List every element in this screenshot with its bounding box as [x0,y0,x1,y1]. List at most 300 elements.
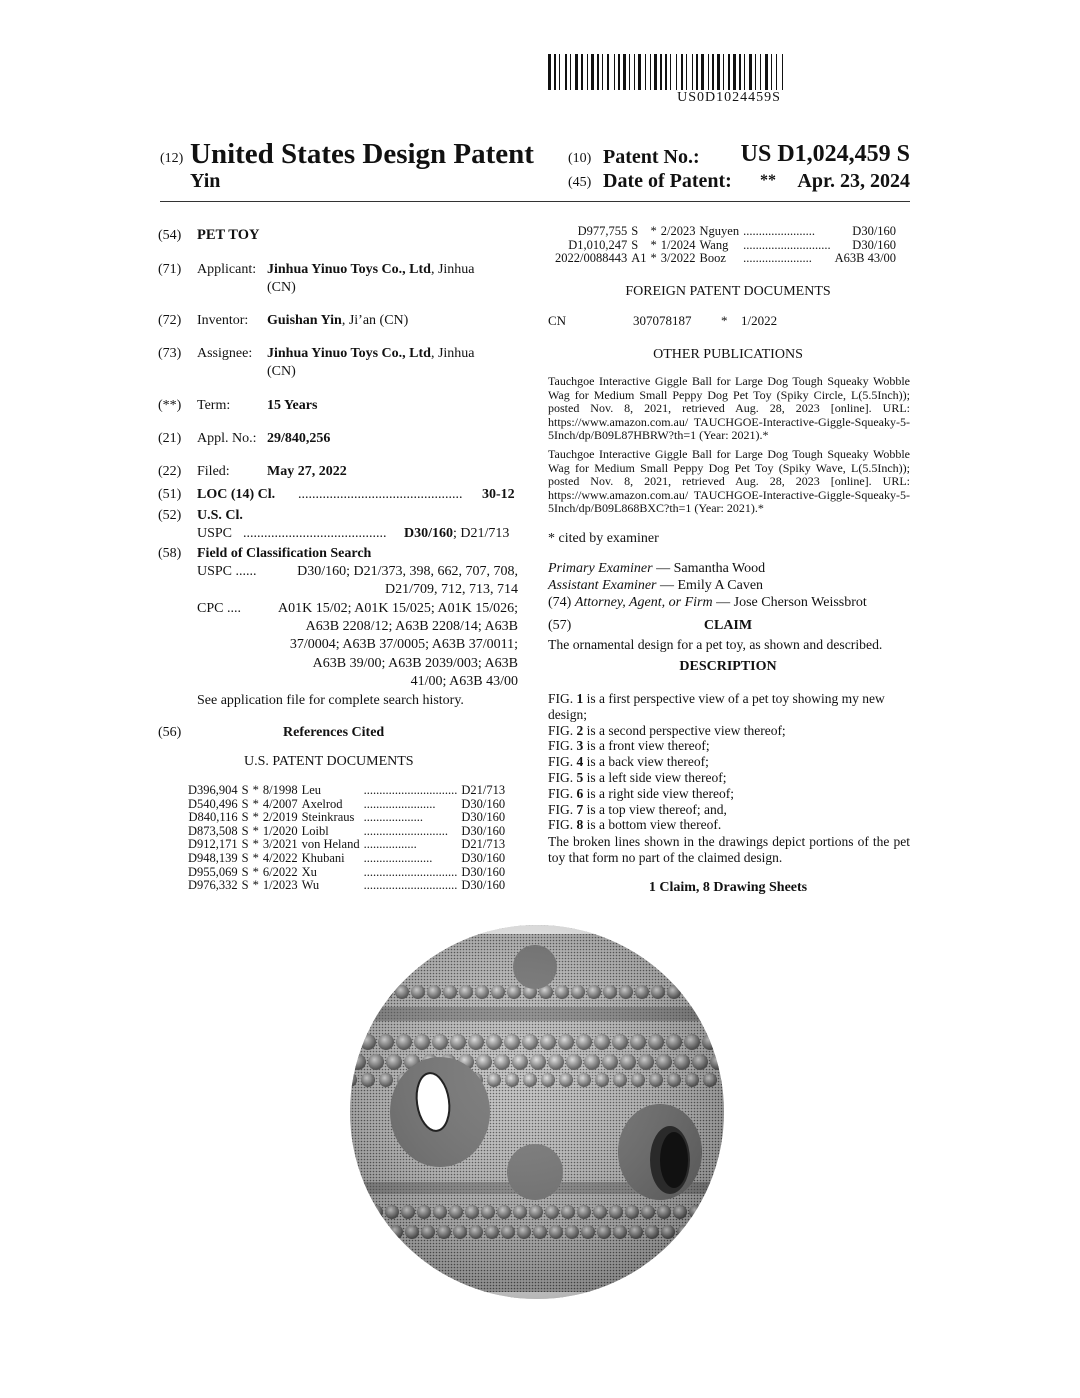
barcode-bar [755,54,756,90]
fcs-cpc-line4: A63B 39/00; A63B 2039/003; A63B [312,656,518,671]
barcode-bar [742,54,743,90]
barcode-bar [762,54,764,90]
foreign-country: CN [548,313,567,328]
barcode-number: US0D1024459S [677,90,781,105]
barcode-bar [665,54,667,90]
barcode-bar [597,54,599,90]
ref-class: D30/160 [461,796,506,811]
fcs-cpc-line5: 41/00; A63B 43/00 [410,674,518,689]
ref-row [186,811,507,825]
ref-number: D976,332 [188,878,238,893]
barcode-bar [629,54,630,90]
fcs-uspc-line2: D21/709, 712, 713, 714 [385,582,518,597]
barcode-bar [600,54,601,90]
ref-number: D396,904 [188,783,238,797]
barcode-bar [733,54,736,90]
ref-number: D540,496 [188,796,238,811]
barcode-bar [647,54,649,90]
fig-text: is a top view thereof; and, [583,801,727,817]
us-refs-table-wrap [186,784,507,893]
toy-bump [693,1225,707,1239]
ref-leader: ...................... [363,851,433,865]
barcode-bar [684,54,685,90]
barcode-bar [696,54,698,90]
barcode-bar [634,54,635,90]
ref-date: 3/2021 [262,837,298,852]
uspc-label: USPC [197,526,233,541]
barcode-bar [658,54,659,90]
broken-lines-note: The broken lines shown in the drawings depict portions of the pet toy that form no part of the claimed design. [548,834,910,865]
ref-row [186,852,507,866]
other-pub-2: Tauchgoe Interactive Giggle Ball for Large Dog Tough Squeaky Wobble Wag for Medium Small Peppy Dog Pet Toy (Spiky Wave, L(5.5Inch)); posted Nov. 8, 2021, retrieved Aug. 28, 2023 [online]. URL: https://www.amazon.com.au/ TAUCHGOE-Interactive-Giggle-Squeaky-5-5Inch/dp/B09L868BXC?th=1 (Year: 2021).* [548,447,910,515]
fig-text: is a left side view thereof; [583,769,727,785]
fcs-code: (58) [158,546,182,561]
foreign-star: * [721,313,728,328]
toy-bump [721,1073,735,1087]
fcs-uspc-line1: D30/160; D21/373, 398, 662, 707, 708, [297,564,518,579]
patent-date: Apr. 23, 2024 [797,170,910,192]
ref-star: * [650,224,657,238]
date-code: (45) [568,175,592,190]
barcode-bar [728,54,730,90]
patent-no-label: Patent No.: [603,146,700,168]
term-code: (**) [158,398,182,413]
ref-name: Leu [301,783,322,797]
ref-class: D21/713 [461,837,506,852]
barcode-bar [753,54,754,90]
ref-name: Khubani [301,850,345,865]
ref-leader: ........................... [363,824,448,838]
barcode-bar [607,54,609,90]
figure-description [548,817,910,833]
applicant-name: Jinhua Yinuo Toys Co., Ltd [267,262,431,277]
uscl-code: (52) [158,508,182,523]
barcode-bar [717,54,720,90]
barcode-bar [565,54,567,90]
ref-date: 1/2024 [660,237,696,252]
barcode-bar [552,54,553,90]
refs-code: (56) [158,725,182,740]
foreign-number: 307078187 [633,313,692,328]
other-pubs-heading: OTHER PUBLICATIONS [653,347,803,362]
inventor-surname: Yin [190,170,221,192]
foreign-docs-heading: FOREIGN PATENT DOCUMENTS [625,284,831,299]
fig-prefix: FIG. [548,769,577,785]
ref-star: * [252,810,259,825]
us-refs-cont-wrap [553,225,898,266]
ref-row [186,838,507,852]
barcode-bar [591,54,594,90]
fig-text: is a second perspective view thereof; [583,722,786,738]
ref-class: D30/160 [461,864,506,879]
ref-date: 1/2020 [262,823,298,838]
barcode-bar [663,54,664,90]
ref-number: 2022/0088443 [555,251,628,266]
applicant-location: , Jinhua [430,262,475,277]
barcode-bar [708,54,709,90]
ref-kind: S [631,224,639,238]
barcode-bar [692,54,693,90]
barcode-bar [548,54,551,90]
assignee-value [267,346,475,362]
ref-star: * [252,864,259,879]
appl-code: (21) [158,431,182,446]
ref-number: D977,755 [577,224,628,238]
toy-bump [705,1205,719,1219]
barcode-bar [584,54,586,90]
ref-leader: ....................... [363,797,436,811]
ref-date: 6/2022 [262,864,298,879]
ref-leader: ............................ [743,238,831,252]
ref-name: Steinkraus [301,810,355,825]
barcode-bar [678,54,680,90]
assignee-name: Jinhua Yinuo Toys Co., Ltd [267,346,431,361]
barcode-bar [642,54,644,90]
ref-class: D30/160 [461,823,506,838]
inventor-value [267,313,408,329]
fig-number: 5 [576,769,584,785]
fig-prefix: FIG. [548,722,577,738]
term-value: 15 Years [267,398,318,413]
inventor-name: Guishan Yin [267,313,342,328]
ref-date: 4/2022 [262,850,298,865]
other-pub-1: Tauchgoe Interactive Giggle Ball for Large Dog Tough Squeaky Wobble Wag for Medium Small Peppy Dog Pet Toy (Spiky Circle, L(5.5Inch)); posted Nov. 8, 2021, retrieved Aug. 28, 2023 [online]. URL: https://www.amazon.com.au/ TAUCHGOE-Interactive-Giggle-Squeaky-5-5Inch/dp/B09L87HBRW?th=1 (Year: 2021).* [548,374,910,442]
barcode-bar [676,54,677,90]
patent-no-code: (10) [568,151,592,166]
barcode-bar [688,54,691,90]
fcs-label: Field of Classification Search [197,546,372,561]
barcode-bar [668,54,669,90]
fig-number: 7 [576,801,584,817]
primary-examiner-name: — Samantha Wood [656,561,766,576]
barcode-bar [672,54,675,90]
pet-toy-drawing [330,912,750,1312]
barcode-bar [784,54,786,90]
barcode-bar [561,54,564,90]
header-rule [160,201,910,202]
barcode-bar [572,54,574,90]
figure-description [548,723,910,739]
loc-value: 30-12 [482,487,515,502]
ref-kind: S [241,796,249,811]
ref-class: D21/713 [461,783,506,797]
ref-kind: S [241,837,249,852]
figure-description [548,754,910,770]
ref-date: 2/2019 [262,810,298,825]
barcode-bar [650,54,651,90]
barcode-bar [715,54,716,90]
fig-text: is a back view thereof; [583,754,709,770]
toy-bump [353,1205,367,1219]
fig-prefix: FIG. [548,691,577,706]
barcode-bar [670,54,671,90]
ref-class: D30/160 [461,878,506,893]
assignee-location: , Jinhua [430,346,475,361]
barcode-bar [589,54,590,90]
applicant-value [267,262,475,278]
barcode-bar [723,54,724,90]
applicant-code: (71) [158,262,182,277]
loc-label: LOC (14) Cl. [197,487,276,502]
attorney-label: Attorney, Agent, or Firm [574,595,713,610]
fig-prefix: FIG. [548,785,577,801]
filed-label: Filed: [197,464,230,479]
ref-name: Wang [699,237,729,252]
loc-code: (51) [158,487,182,502]
figure-description [548,770,910,786]
ref-class: D30/160 [852,237,897,252]
barcode [548,54,910,90]
barcode-bar [705,54,707,90]
ref-number: D840,116 [188,810,238,825]
ref-leader: ...................... [743,252,812,266]
barcode-bar [570,54,571,90]
ref-row [186,798,507,812]
applicant-label: Applicant: [197,262,257,277]
ref-name: von Heland [301,837,360,852]
filed-date: May 27, 2022 [267,464,347,479]
barcode-bar [710,54,711,90]
barcode-bar [627,54,628,90]
fig-prefix: FIG. [548,801,577,817]
inventor-code: (72) [158,313,182,328]
ref-date: 3/2022 [660,251,696,266]
figure-description [548,802,910,818]
barcode-bar [652,54,653,90]
ref-class: D30/160 [461,810,506,825]
barcode-bar [559,54,560,90]
ref-class: A63B 43/00 [834,251,897,266]
us-docs-heading: U.S. PATENT DOCUMENTS [244,754,414,769]
barcode-bar [699,54,700,90]
ref-date: 4/2007 [262,796,298,811]
ref-row [186,866,507,880]
ref-row [186,784,507,798]
refs-heading: References Cited [283,725,385,740]
ref-row [553,225,898,239]
ref-kind: S [241,850,249,865]
ref-leader: .............................. [363,879,458,893]
barcode-bar [739,54,741,90]
toy-bump [342,1034,358,1050]
ref-class: D30/160 [852,224,897,238]
us-refs-table [186,784,507,893]
barcode-bar [638,54,641,90]
barcode-bar [623,54,626,90]
ref-name: Wu [301,878,320,893]
fig-number: 3 [576,738,584,754]
appl-label: Appl. No.: [197,431,257,446]
barcode-bar [575,54,578,90]
ref-name: Nguyen [699,224,740,238]
title-code: (54) [158,228,182,243]
claim-sheet-count: 1 Claim, 8 Drawing Sheets [648,880,808,895]
barcode-bar [701,54,704,90]
assignee-label: Assignee: [197,346,253,361]
barcode-bar [721,54,722,90]
figure-description [548,691,910,723]
barcode-bar [610,54,613,90]
ref-star: * [252,796,259,811]
ref-kind: S [241,864,249,879]
toy-bump [373,1225,387,1239]
fig-number: 2 [576,722,584,738]
fig-text: is a first perspective view of a pet toy showing my new design; [548,691,885,722]
ref-name: Xu [301,864,317,879]
uspc-value [404,526,509,542]
attorney [548,595,867,611]
barcode-bar [778,54,781,90]
barcode-bar [744,54,745,90]
primary-examiner-label: Primary Examiner [548,561,653,576]
figure-description [548,786,910,802]
barcode-bar [760,54,761,90]
ref-date: 1/2023 [262,878,298,893]
barcode-bar [660,54,662,90]
ref-row [186,825,507,839]
toy-bump [683,985,697,999]
ref-kind: A1 [631,251,647,266]
barcode-bar [681,54,683,90]
primary-examiner [548,561,765,577]
barcode-bar [776,54,777,90]
patent-type-title: United States Design Patent [190,138,534,170]
ref-kind: S [241,823,249,838]
fig-prefix: FIG. [548,738,577,754]
ref-class: D30/160 [461,850,506,865]
ref-star: * [252,823,259,838]
assistant-examiner [548,578,763,594]
fcs-cpc-label: CPC .... [197,601,241,616]
barcode-bar [749,54,752,90]
ref-kind: S [241,810,249,825]
claim-code: (57) [548,618,572,633]
barcode-bar [771,54,772,90]
attorney-code: (74) [548,595,572,610]
assignee-code: (73) [158,346,182,361]
barcode-bar [568,54,569,90]
barcode-bar [636,54,637,90]
barcode-bar [595,54,596,90]
barcode-bar [604,54,606,90]
fig-prefix: FIG. [548,754,577,770]
fcs-cpc-line1: A01K 15/02; A01K 15/025; A01K 15/026; [278,601,518,616]
ref-number: D955,069 [188,864,238,879]
ref-row [186,879,507,893]
uspc-main: D30/160 [404,526,453,541]
ref-leader: .............................. [363,784,458,797]
ref-star: * [252,878,259,893]
fig-number: 8 [576,817,584,833]
fcs-cpc-line3: 37/0004; A63B 37/0005; A63B 37/0011; [289,637,518,652]
ref-name: Booz [699,251,726,266]
barcode-bar [782,54,783,90]
ref-star: * [650,251,657,266]
fig-number: 4 [576,754,584,770]
ref-number: D873,508 [188,823,238,838]
toy-bump [699,985,713,999]
barcode-bar [554,54,556,90]
fig-text: is a front view thereof; [583,738,710,754]
ref-number: D948,139 [188,850,238,865]
ref-star: * [650,237,657,252]
fig-number: 6 [576,785,584,801]
toy-bump [363,985,377,999]
date-label: Date of Patent: [603,170,732,192]
ref-row [553,239,898,253]
filed-code: (22) [158,464,182,479]
barcode-bar [602,54,603,90]
fig-text: is a bottom view thereof. [583,817,722,833]
foreign-date: 1/2022 [741,313,778,328]
description-heading: DESCRIPTION [679,659,777,674]
patent-number: US D1,024,459 S [740,141,910,167]
ref-date: 8/1998 [262,783,298,797]
ref-number: D1,010,247 [568,237,628,252]
ref-row [553,252,898,266]
barcode-bar [645,54,646,90]
term-label: Term: [197,398,231,413]
barcode-bar [579,54,580,90]
ref-kind: S [241,783,249,797]
barcode-bar [737,54,738,90]
toy-bump [720,1034,736,1050]
assistant-examiner-name: — Emily A Caven [660,578,764,593]
fig-text: is a right side view thereof; [583,785,734,801]
ref-star: * [252,837,259,852]
claim-text: The ornamental design for a pet toy, as shown and described. [548,637,883,652]
attorney-name: — Jose Cherson Weissbrot [716,595,867,610]
kind-code: (12) [160,151,184,166]
uspc-rest: ; D21/713 [453,526,510,541]
barcode-bar [654,54,657,90]
barcode-bar [746,54,748,90]
assistant-examiner-label: Assistant Examiner [548,578,657,593]
us-refs-cont-table [553,225,898,266]
barcode-bar [587,54,588,90]
uspc-leader: ......................................... [243,526,387,541]
ref-star: * [252,783,259,797]
claim-heading: CLAIM [703,618,753,633]
fcs-cpc-line2: A63B 2208/12; A63B 2208/14; A63B [305,619,518,634]
ref-number: D912,171 [188,837,238,852]
ref-leader: ................. [363,838,417,852]
date-marker: ** [760,172,776,189]
barcode-bar [712,54,714,90]
barcode-bar [581,54,583,90]
barcode-bar [614,54,615,90]
barcode-bar [769,54,770,90]
ref-leader: ....................... [743,225,815,238]
barcode-bar [631,54,633,90]
ref-kind: S [241,878,249,893]
fig-prefix: FIG. [548,817,577,833]
barcode-bar [773,54,775,90]
assignee-country: (CN) [267,364,296,379]
ref-name: Loibl [301,823,329,838]
barcode-bar [765,54,768,90]
inventor-label: Inventor: [197,313,249,328]
barcode-bar [725,54,727,90]
barcode-bar [616,54,617,90]
barcode-bar [557,54,558,90]
uscl-label: U.S. Cl. [197,508,243,523]
cited-by-examiner: * cited by examiner [548,531,659,546]
ref-leader: ................... [363,811,423,825]
barcode-bar [731,54,732,90]
ref-star: * [252,850,259,865]
figure-list [548,691,910,833]
